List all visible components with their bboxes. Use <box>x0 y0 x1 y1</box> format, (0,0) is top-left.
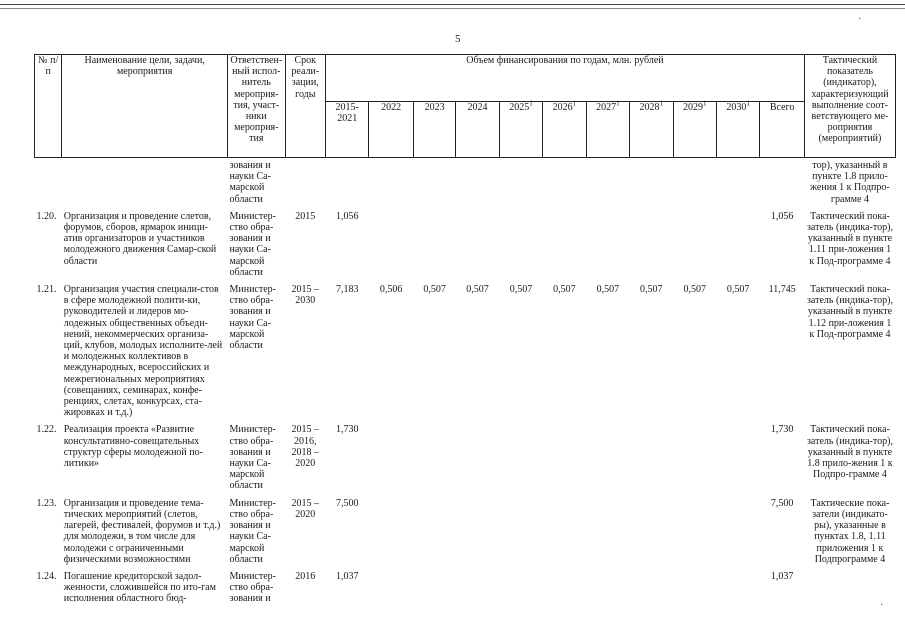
footnote-mark: 1 <box>529 99 533 108</box>
header-year: 2025$^1$ <box>499 102 542 158</box>
row-value <box>499 498 542 571</box>
row-value <box>456 571 499 611</box>
row-name: Реализация проекта «Развитие консультативно-совещательных структур сферы молодежной по-литики» <box>63 424 203 470</box>
continuation-row <box>35 158 896 211</box>
row-value <box>630 498 673 571</box>
header-year: 2026$^1$ <box>543 102 586 158</box>
header-term: Срок реали-зации, годы <box>285 55 325 158</box>
row-total: 1,730 <box>770 424 794 436</box>
header-funding: Объем финансирования по годам, млн. рублей <box>325 55 804 102</box>
row-value: 1,730 <box>335 424 359 436</box>
row-value <box>673 424 716 497</box>
row-value <box>586 498 629 571</box>
row-value <box>586 211 629 284</box>
row-value <box>499 211 542 284</box>
row-value <box>673 211 716 284</box>
table-body <box>35 158 896 611</box>
row-number: 1.20. <box>36 210 57 222</box>
table-row <box>35 424 896 497</box>
row-name: Организация участия специали-стов в сфере молодежной полити-ки, руководителей и лидеров мо-лодежных общественных объеди-нений, некоммерческих организа-ций, клубов, молодых исполните-лей и молодежных коллективов в международных, всероссийских и межрегиональных мероприятиях (совещаниях, семинарах, конфе-ренциях, слетах, конкурсах, ста-жировках и т.д.) <box>63 284 223 419</box>
row-term: 2015 – 2020 <box>291 497 320 520</box>
header-name: Наименование цели, задачи, мероприятия <box>62 55 228 158</box>
row-number: 1.24. <box>36 570 57 582</box>
row-value <box>586 571 629 611</box>
row-value: 1,056 <box>335 210 359 222</box>
top-border-line-thin <box>0 8 905 9</box>
row-value <box>413 424 455 497</box>
row-value <box>413 571 455 611</box>
header-responsible: Ответствен-ный испол-нитель мероприя-тия, участ-ники мероприя-тия <box>227 55 285 158</box>
row-value <box>543 424 586 497</box>
row-value: 0,507 <box>553 284 576 296</box>
row-value: 0,507 <box>596 284 620 296</box>
table-row <box>35 498 896 571</box>
row-term: 2015 <box>295 210 316 222</box>
row-total: 1,037 <box>770 570 794 582</box>
row-value <box>413 498 455 571</box>
row-value <box>716 571 759 611</box>
table-row <box>35 211 896 284</box>
header-indicator: Тактический показатель (индикатор), характеризующий выполнение соот-ветствующего ме-роприятия (мероприятий) <box>804 55 895 158</box>
footnote-mark: 1 <box>616 99 620 108</box>
row-value <box>413 211 455 284</box>
row-value: 0,507 <box>683 284 706 296</box>
continuation-responsible: зования и науки Са-марской области <box>229 160 271 205</box>
row-value: 7,183 <box>335 284 359 296</box>
row-value: 0,507 <box>640 284 663 296</box>
row-term: 2015 – 2030 <box>291 284 320 307</box>
row-value <box>586 424 629 497</box>
row-value <box>673 498 716 571</box>
header-year: 2027$^1$ <box>586 102 629 158</box>
row-value <box>369 424 413 497</box>
continuation-indicator: тор), указанный в пункте 1.8 прило-жения 1 к Подпро-грамме 4 <box>810 160 890 205</box>
row-number: 1.23. <box>36 497 57 509</box>
row-value: 0,507 <box>509 284 533 296</box>
row-number: 1.22. <box>36 424 57 436</box>
header-year: 2030$^1$ <box>716 102 759 158</box>
row-value <box>456 211 499 284</box>
row-indicator: Тактический пока-затель (индика-тор), указанный в пункте 1.12 при-ложения 1 к Под-программе 4 <box>806 284 893 340</box>
header-year: 2022 <box>369 102 413 158</box>
row-value: 7,500 <box>335 497 359 509</box>
row-value <box>543 571 586 611</box>
header-year: 2024 <box>456 102 499 158</box>
footnote-mark: 1 <box>659 99 664 108</box>
footnote-mark: 1 <box>746 99 750 108</box>
row-value <box>630 211 673 284</box>
row-value <box>630 571 673 611</box>
row-responsible: Министер-ство обра-зования и <box>229 570 277 605</box>
table-row <box>35 571 896 611</box>
row-total: 1,056 <box>770 210 794 222</box>
row-value <box>456 424 499 497</box>
table-row <box>35 284 896 424</box>
scan-speck: · <box>880 600 884 611</box>
row-value <box>369 571 413 611</box>
row-value <box>499 424 542 497</box>
row-responsible: Министер-ство обра-зования и науки Са-марской области <box>229 284 277 352</box>
row-value <box>716 498 759 571</box>
row-indicator: Тактический пока-затель (индика-тор), указанный в пункте 1.11 при-ложения 1 к Под-программе 4 <box>806 210 893 267</box>
row-responsible: Министер-ство обра-зования и науки Са-марской области <box>229 497 277 565</box>
row-name: Организация и проведение тема-тических мероприятий (слетов, лагерей, фестивалей, форумов и т.д.) для молодежи, в том числе для молодежи с ограниченными физическими возможностями <box>63 497 221 565</box>
row-value <box>369 211 413 284</box>
header-year: 2015-2021 <box>325 102 368 158</box>
row-value <box>673 571 716 611</box>
row-value <box>543 498 586 571</box>
row-term: 2016 <box>295 570 316 582</box>
header-year: Всего <box>760 102 805 158</box>
row-value: 0,507 <box>423 284 446 296</box>
row-responsible: Министер-ство обра-зования и науки Са-марской области <box>229 424 277 492</box>
row-indicator: Тактический пока-затель (индика-тор), указанный в пункте 1.8 прило-жения 1 к Подпро-грамме 4 <box>806 424 893 481</box>
row-name: Организация и проведение слетов, форумов, сборов, ярмарок иници-атив организаторов и участников молодежного движения Самар-ской области <box>63 210 217 267</box>
row-value: 0,507 <box>726 284 750 296</box>
top-border-line <box>0 4 905 5</box>
row-value <box>369 498 413 571</box>
row-total: 7,500 <box>770 497 794 509</box>
row-responsible: Министер-ство обра-зования и науки Са-марской области <box>229 210 277 278</box>
header-year: 2023 <box>413 102 455 158</box>
row-value <box>630 424 673 497</box>
row-term: 2015 – 2016, 2018 – 2020 <box>291 424 320 470</box>
row-value <box>716 211 759 284</box>
row-value: 0,507 <box>466 284 489 296</box>
row-name: Погашение кредиторской задол-женности, сложившейся по ито-гам исполнения областного бюд- <box>63 570 216 605</box>
scan-speck: · <box>858 14 862 25</box>
header-num: № п/п <box>35 55 62 158</box>
footnote-mark: 1 <box>702 99 707 108</box>
row-value: 0,506 <box>379 284 403 296</box>
funding-table <box>34 54 896 611</box>
page-number: 5 <box>455 33 461 45</box>
header-year: 2029$^1$ <box>673 102 716 158</box>
footnote-mark: 1 <box>572 99 577 108</box>
row-value <box>543 211 586 284</box>
header-year: 2028$^1$ <box>630 102 673 158</box>
row-indicator: Тактические пока-затели (индикато-ры), указанные в пунктах 1.8, 1.11 приложения 1 к Подпрограмме 4 <box>810 497 890 565</box>
row-total: 11,745 <box>768 284 796 296</box>
row-value: 1,037 <box>335 570 359 582</box>
row-value <box>716 424 759 497</box>
row-number: 1.21. <box>36 284 57 296</box>
row-value <box>456 498 499 571</box>
row-value <box>499 571 542 611</box>
